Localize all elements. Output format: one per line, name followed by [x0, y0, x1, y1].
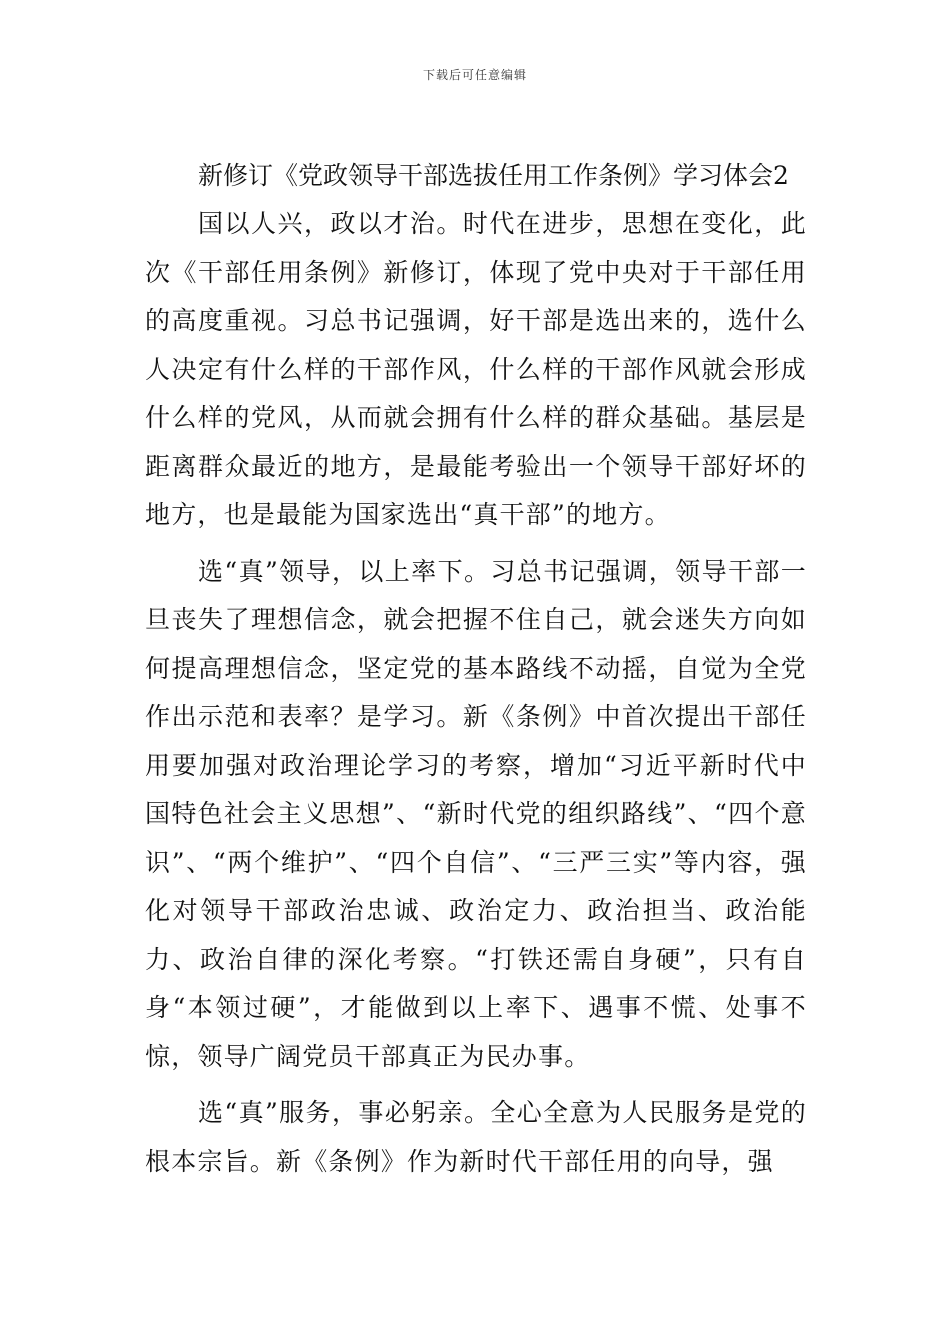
paragraph-2: 选“真”领导，以上率下。习总书记强调，领导干部一旦丧失了理想信念，就会把握不住自己，就会迷失方向如何提高理想信念，坚定党的基本路线不动摇，自觉为全党作出示范和表率？是学习。新《条例》中首次提出干部任用要加强对政治理论学习的考察，增加“习近平新时代中国特色社会主义思想”、“新时代党的组织路线”、“四个意识”、“两个维护”、“四个自信”、“三严三实”等内容，强化对领导干部政治忠诚、政治定力、政治担当、政治能力、政治自律的深化考察。“打铁还需自身硬”，只有自身“本领过硬”，才能做到以上率下、遇事不慌、处事不惊，领导广阔党员干部真正为民办事。 [145, 556, 807, 1071]
page-header: 下载后可任意编辑 [422, 68, 527, 82]
paragraph-1: 国以人兴，政以才治。时代在进步，思想在变化，此次《干部任用条例》新修订，体现了党中央对于干部任用的高度重视。习总书记强调，好干部是选出来的，选什么人决定有什么样的干部作风，什么样的干部作风就会形成什么样的党风，从而就会拥有什么样的群众基础。基层是距离群众最近的地方，是最能考验出一个领导干部好坏的地方，也是最能为国家选出“真干部”的地方。 [145, 209, 807, 529]
paragraph-3: 选“真”服务，事必躬亲。全心全意为人民服务是党的根本宗旨。新《条例》作为新时代干部任用的向导，强 [145, 1098, 807, 1176]
document-body [145, 152, 807, 1186]
document-title: 新修订《党政领导干部选拔任用工作条例》学习体会2 [198, 161, 789, 190]
